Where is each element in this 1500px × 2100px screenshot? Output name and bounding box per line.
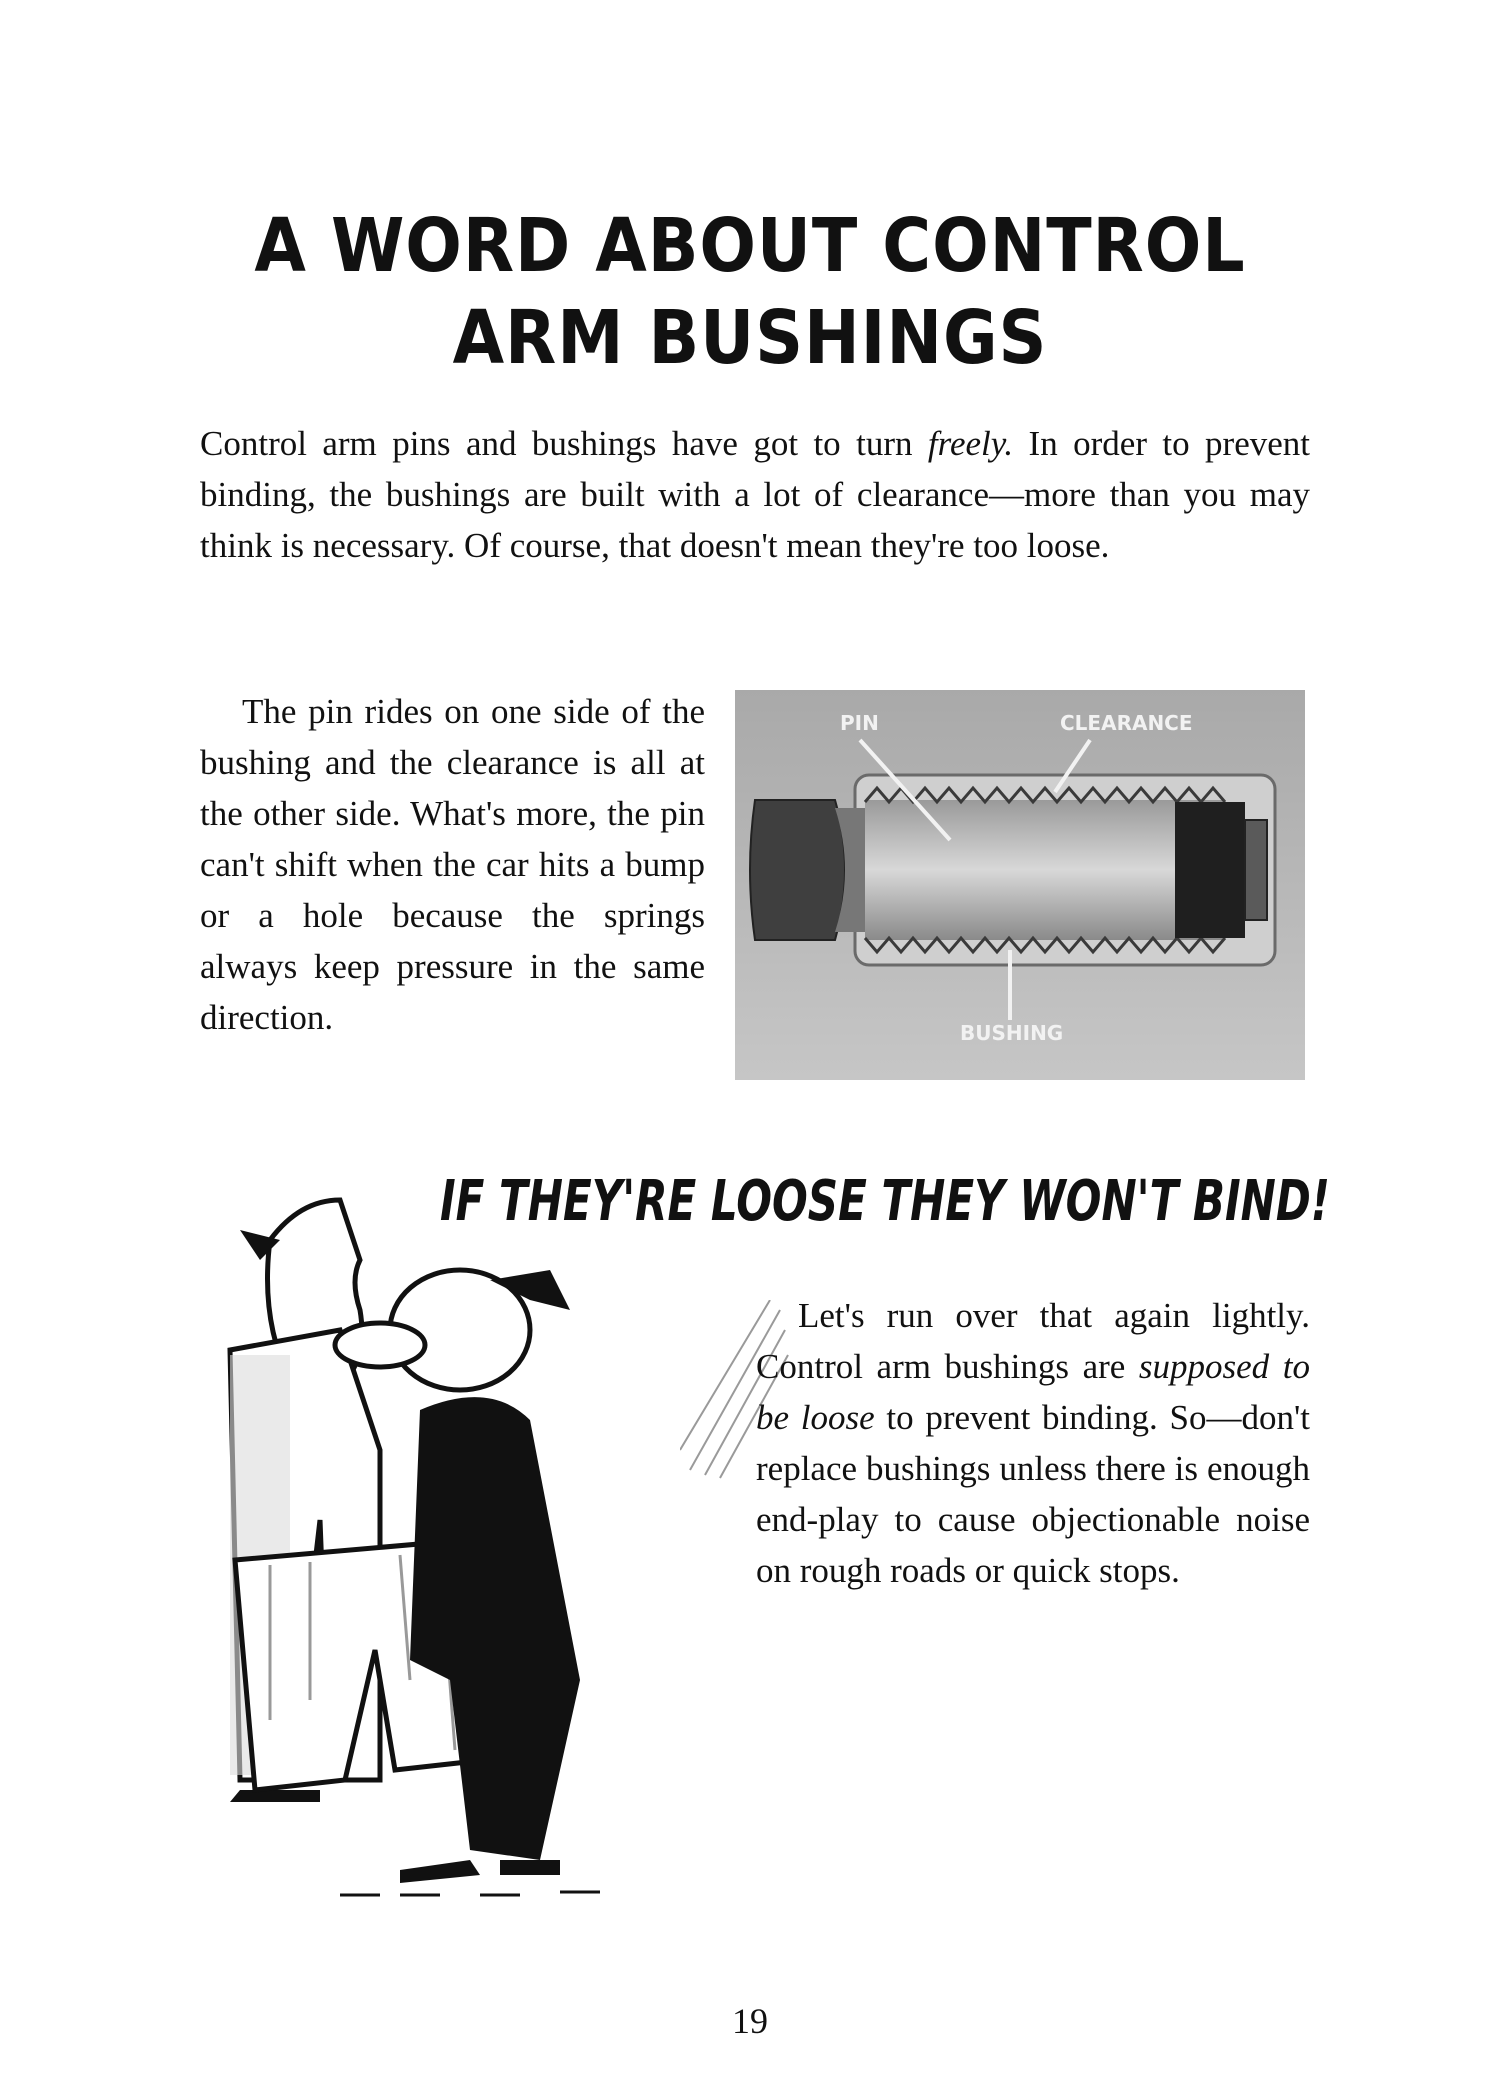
cartoon-caption — [430, 1150, 1350, 1260]
pin-shape — [865, 800, 1225, 940]
label-pin: PIN — [840, 711, 879, 735]
cartoon-illustration — [200, 1180, 840, 1910]
intro-paragraph — [200, 418, 1310, 571]
page-title: A WORD ABOUT CONTROL ARM BUSHINGS — [254, 203, 1246, 381]
page-number: 19 — [732, 2001, 768, 2041]
intro-text-c: In order to prevent binding, the bushings are built with a lot of clearance—more than you may think is necessary. Of course, that doesn't mean they're too loose. — [200, 424, 1310, 565]
label-bushing: BUSHING — [960, 1021, 1064, 1045]
label-clearance: CLEARANCE — [1060, 711, 1193, 735]
summary-text-italic: supposed to be loose — [756, 1347, 1310, 1437]
summary-text-c: to prevent binding. So—don't replace bushings unless there is enough end-play to cause objectionable noise on rough roads or quick stops. — [756, 1398, 1310, 1590]
caption-text: IF THEY'RE LOOSE THEY WON'T BIND! — [440, 1169, 1330, 1234]
bushing-diagram — [735, 690, 1305, 1080]
summary-text-a: Let's run over that again lightly. Control arm bushings are — [756, 1296, 1310, 1386]
right-thread-end — [1245, 820, 1267, 920]
right-nut — [1175, 802, 1245, 938]
intro-text-a: Control arm pins and bushings have got to turn — [200, 424, 928, 463]
summary-paragraph — [756, 1290, 1310, 1596]
left-end-cap — [750, 800, 845, 940]
intro-text-italic: freely. — [927, 424, 1014, 463]
pin-paragraph: The pin rides on one side of the bushing and the clearance is all at the other side. What's more, the pin can't shift when the car hits a bump or a hole because the springs always keep pressure in the same direction. — [200, 692, 705, 1037]
